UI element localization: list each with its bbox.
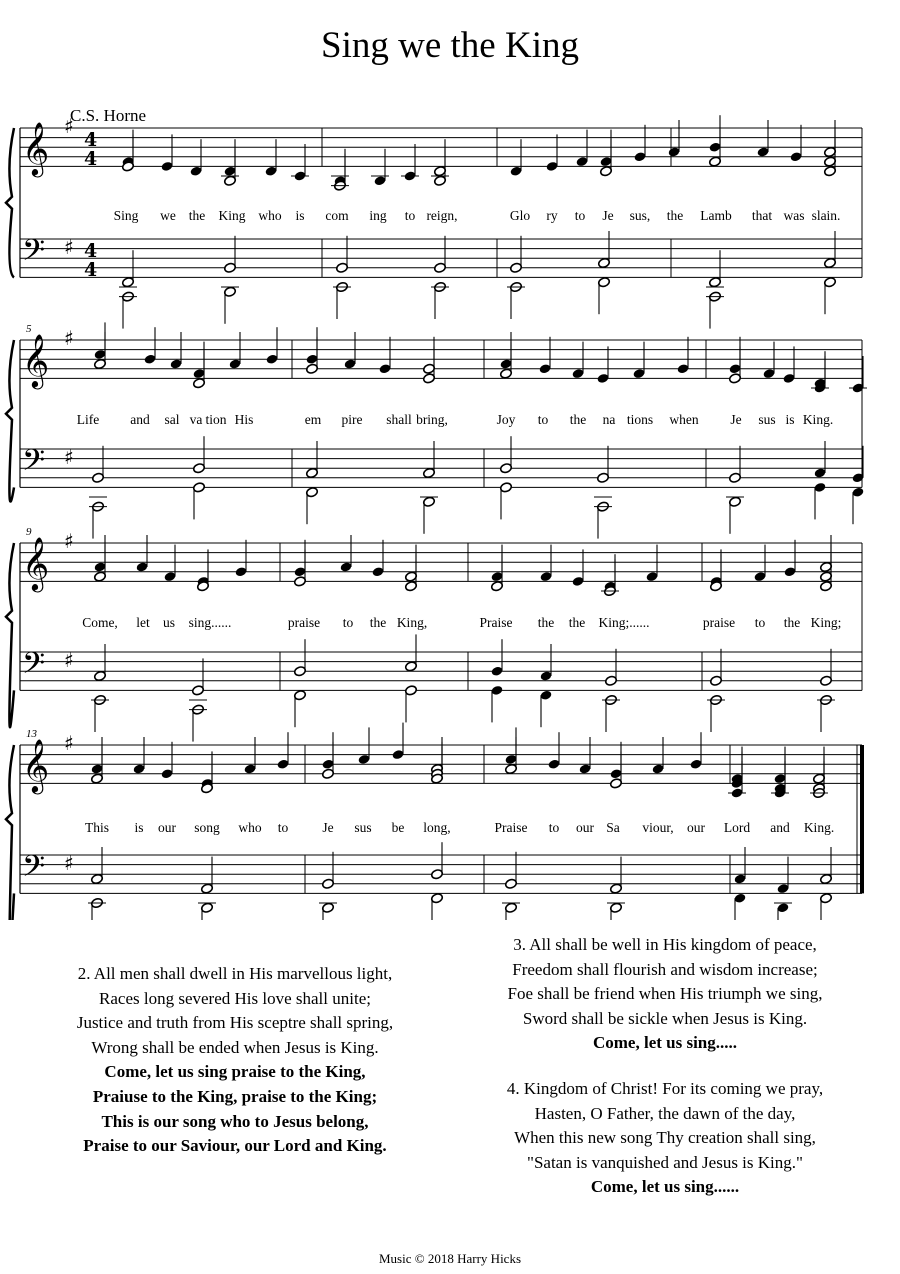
sharp-icon: ♯: [64, 114, 74, 138]
verse-line: 3. All shall be well in His kingdom of peace,: [513, 935, 817, 954]
lyric-syllable: when: [669, 412, 699, 427]
lyric-syllable: our: [687, 820, 705, 835]
verse-line: When this new song Thy creation shall sing,: [514, 1128, 816, 1148]
lyric-syllable: King;......: [598, 615, 650, 630]
lyric-syllable: to: [537, 412, 549, 427]
lyric-syllable: sing......: [188, 615, 232, 630]
refrain-line: Come, let us sing......: [590, 1177, 740, 1197]
measure-number: 9: [26, 526, 32, 538]
lyric-syllable: slain.: [811, 208, 841, 223]
lyric-syllable: the: [569, 412, 587, 427]
brace-icon: [6, 543, 14, 727]
sharp-icon: ♯: [64, 648, 74, 672]
lyric-syllable: sus: [758, 412, 776, 427]
measure-number: 13: [26, 728, 37, 740]
lyric-syllable: who: [238, 820, 262, 835]
lyric-syllable: who: [258, 208, 282, 223]
sharp-icon: ♯: [64, 731, 74, 755]
lyric-syllable: the: [783, 615, 801, 630]
verse-line: Sword shall be sickle when Jesus is King.: [522, 1008, 808, 1028]
lyric-syllable: ry: [546, 208, 558, 223]
page-title: Sing we the King: [321, 25, 579, 66]
brace-icon: [6, 745, 14, 920]
treble-clef-icon: 𝄞: [22, 121, 50, 175]
lyric-syllable: the: [568, 615, 586, 630]
lyric-syllable: that: [751, 208, 773, 223]
lyric-syllable: the: [537, 615, 555, 630]
treble-clef-icon: 𝄞: [22, 333, 50, 387]
verse-2: [20, 962, 450, 1159]
lyric-syllable: Joy: [496, 412, 516, 427]
lyric-syllable: tion: [205, 412, 227, 427]
refrain-line: Praiuse to the King, praise to the King;: [92, 1086, 378, 1106]
lyric-syllable: Sa: [606, 820, 620, 835]
time-signature-denominator: 4: [84, 259, 98, 281]
lyric-syllable: shall: [386, 412, 412, 427]
composer-credit: C.S. Horne: [70, 106, 147, 125]
measure-number: 5: [26, 323, 32, 335]
refrain-line: Come, let us sing praise to the King,: [104, 1062, 366, 1082]
lyric-syllable: praise: [287, 615, 321, 630]
lyric-syllable: Praise: [479, 615, 513, 630]
sharp-icon: ♯: [64, 529, 74, 553]
lyric-syllable: to: [754, 615, 766, 630]
verse-line: 2. All men shall dwell in His marvellous light,: [77, 964, 393, 983]
verse-line: "Satan is vanquished and Jesus is King.": [527, 1152, 803, 1172]
lyric-syllable: bring,: [416, 412, 448, 427]
lyric-syllable: va: [189, 412, 203, 427]
verse-line: Freedom shall flourish and wisdom increase;: [512, 959, 818, 979]
lyric-syllable: to: [548, 820, 560, 835]
bass-clef-icon: 𝄢: [22, 647, 46, 688]
lyric-syllable: Je: [322, 820, 334, 835]
lyric-syllable: tions: [626, 412, 654, 427]
lyric-syllable: is: [134, 820, 144, 835]
lyric-syllable: song: [194, 820, 220, 835]
time-signature-numerator: 4: [84, 240, 98, 262]
lyric-syllable: our: [576, 820, 594, 835]
verse-line: Hasten, O Father, the dawn of the day,: [534, 1103, 796, 1123]
refrain-line: This is our song who to Jesus belong,: [101, 1111, 369, 1131]
lyric-syllable: sus: [354, 820, 372, 835]
verse-line: Justice and truth from His sceptre shall spring,: [76, 1013, 394, 1033]
bass-clef-icon: 𝄢: [22, 234, 46, 275]
lyric-syllable: Glo: [509, 208, 531, 223]
lyric-syllable: the: [666, 208, 684, 223]
lyric-syllable: our: [158, 820, 176, 835]
lyric-syllable: Je: [730, 412, 742, 427]
bass-clef-icon: 𝄢: [22, 444, 46, 485]
lyric-syllable: praise: [702, 615, 736, 630]
sharp-icon: ♯: [64, 445, 74, 469]
sharp-icon: ♯: [64, 326, 74, 350]
time-signature-numerator: 4: [84, 129, 98, 151]
lyric-syllable: King.: [802, 412, 834, 427]
lyric-syllable: ing: [369, 208, 387, 223]
lyric-syllable: na: [602, 412, 616, 427]
lyric-syllable: Lord: [723, 820, 751, 835]
lyric-syllable: and: [770, 820, 790, 835]
sharp-icon: ♯: [64, 851, 74, 875]
lyric-syllable: King;: [810, 615, 842, 630]
lyric-syllable: King,: [396, 615, 428, 630]
sharp-icon: ♯: [64, 235, 74, 259]
lyric-syllable: was: [783, 208, 805, 223]
brace-icon: [6, 128, 14, 277]
lyric-syllable: sal: [164, 412, 180, 427]
lyric-syllable: Praise: [494, 820, 528, 835]
lyric-syllable: is: [295, 208, 305, 223]
lyric-syllable: Lamb: [700, 208, 732, 223]
lyric-syllable: and: [130, 412, 150, 427]
lyric-syllable: reign,: [426, 208, 458, 223]
lyric-syllable: com: [325, 208, 349, 223]
lyric-syllable: to: [277, 820, 289, 835]
verse-line: 4. Kingdom of Christ! For its coming we pray,: [506, 1079, 824, 1098]
verse-4: [455, 1077, 875, 1200]
lyric-syllable: Life: [76, 412, 100, 427]
copyright-notice: Music © 2018 Harry Hicks: [378, 1251, 522, 1266]
verse-line: Foe shall be friend when His triumph we sing,: [507, 984, 823, 1004]
lyric-syllable: Sing: [113, 208, 139, 223]
lyric-syllable: Come,: [82, 615, 118, 630]
treble-clef-icon: 𝄞: [22, 536, 50, 590]
lyric-syllable: is: [785, 412, 795, 427]
verse-3: [455, 933, 875, 1056]
lyric-syllable: we: [160, 208, 176, 223]
time-signature-denominator: 4: [84, 148, 98, 170]
lyric-syllable: viour,: [642, 820, 674, 835]
lyric-syllable: to: [342, 615, 354, 630]
lyric-syllable: long,: [423, 820, 451, 835]
refrain-line: Praise to our Saviour, our Lord and King.: [83, 1136, 387, 1156]
refrain-line: Come, let us sing.....: [592, 1033, 738, 1053]
lyric-syllable: sus,: [629, 208, 651, 223]
verse-line: Wrong shall be ended when Jesus is King.: [91, 1037, 379, 1057]
lyric-syllable: us: [162, 615, 176, 630]
lyric-syllable: be: [391, 820, 405, 835]
lyric-syllable: His: [234, 412, 254, 427]
lyric-syllable: em: [304, 412, 322, 427]
lyric-syllable: pire: [341, 412, 363, 427]
lyric-syllable: the: [188, 208, 206, 223]
lyric-syllable: to: [404, 208, 416, 223]
lyric-syllable: the: [369, 615, 387, 630]
treble-clef-icon: 𝄞: [22, 738, 50, 792]
lyric-syllable: to: [574, 208, 586, 223]
brace-icon: [6, 340, 14, 502]
bass-clef-icon: 𝄢: [22, 850, 46, 891]
lyric-syllable: This: [84, 820, 110, 835]
verse-line: Races long severed His love shall unite;: [99, 988, 371, 1008]
lyric-syllable: Je: [602, 208, 614, 223]
lyric-syllable: King: [218, 208, 246, 223]
lyric-syllable: let: [136, 615, 150, 630]
lyric-syllable: King.: [803, 820, 835, 835]
